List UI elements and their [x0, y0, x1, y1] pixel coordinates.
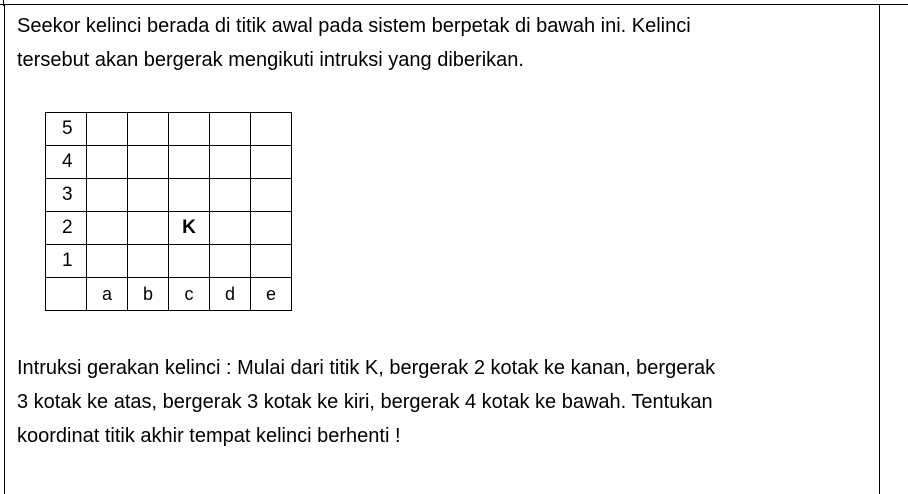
- grid-cell: [210, 113, 251, 146]
- instruction-line-3: koordinat titik akhir tempat kelinci berhenti !: [17, 425, 401, 447]
- instruction-line-2: 3 kotak ke atas, bergerak 3 kotak ke kiri, bergerak 4 kotak ke bawah. Tentukan: [17, 391, 713, 413]
- row-label-4: 4: [46, 146, 87, 179]
- col-label-a: a: [87, 278, 128, 311]
- grid-cell: [210, 146, 251, 179]
- instruction-line-1: Intruksi gerakan kelinci : Mulai dari titik K, bergerak 2 kotak ke kanan, bergerak: [17, 357, 716, 379]
- grid-cell: [87, 113, 128, 146]
- grid-column-labels: [46, 278, 292, 311]
- grid-cell: [210, 245, 251, 278]
- grid-corner-cell: [46, 278, 87, 311]
- col-label-b: b: [128, 278, 169, 311]
- row-label-5: 5: [46, 113, 87, 146]
- grid-row-4: [46, 146, 292, 179]
- grid-cell: [169, 146, 210, 179]
- grid-cell: [87, 245, 128, 278]
- grid-cell: [210, 179, 251, 212]
- col-label-c: c: [169, 278, 210, 311]
- grid-cell: [128, 113, 169, 146]
- grid-cell: [210, 212, 251, 245]
- grid-cell: [87, 179, 128, 212]
- grid-cell: [169, 113, 210, 146]
- grid-cell: [251, 212, 292, 245]
- grid-cell: [169, 179, 210, 212]
- intro-line-1: Seekor kelinci berada di titik awal pada sistem berpetak di bawah ini. Kelinci: [17, 15, 691, 37]
- grid-row-3: [46, 179, 292, 212]
- grid-cell: [128, 245, 169, 278]
- grid-row-1: [46, 245, 292, 278]
- grid-cell: [87, 146, 128, 179]
- grid-cell: [128, 212, 169, 245]
- problem-intro: [17, 9, 691, 77]
- grid-cell: [128, 146, 169, 179]
- start-marker-k: K: [169, 212, 210, 245]
- grid-cell: [251, 113, 292, 146]
- grid-cell: [169, 245, 210, 278]
- grid-row-5: [46, 113, 292, 146]
- col-label-d: d: [210, 278, 251, 311]
- grid-cell: [251, 245, 292, 278]
- grid-row-2: [46, 212, 292, 245]
- row-label-1: 1: [46, 245, 87, 278]
- row-label-2: 2: [46, 212, 87, 245]
- coordinate-grid: [45, 112, 292, 311]
- movement-instructions: [17, 351, 715, 453]
- grid-cell: [251, 146, 292, 179]
- grid-cell: [128, 179, 169, 212]
- grid-cell: [87, 212, 128, 245]
- grid-cell: [251, 179, 292, 212]
- intro-line-2: tersebut akan bergerak mengikuti intruksi yang diberikan.: [17, 49, 524, 71]
- col-label-e: e: [251, 278, 292, 311]
- row-label-3: 3: [46, 179, 87, 212]
